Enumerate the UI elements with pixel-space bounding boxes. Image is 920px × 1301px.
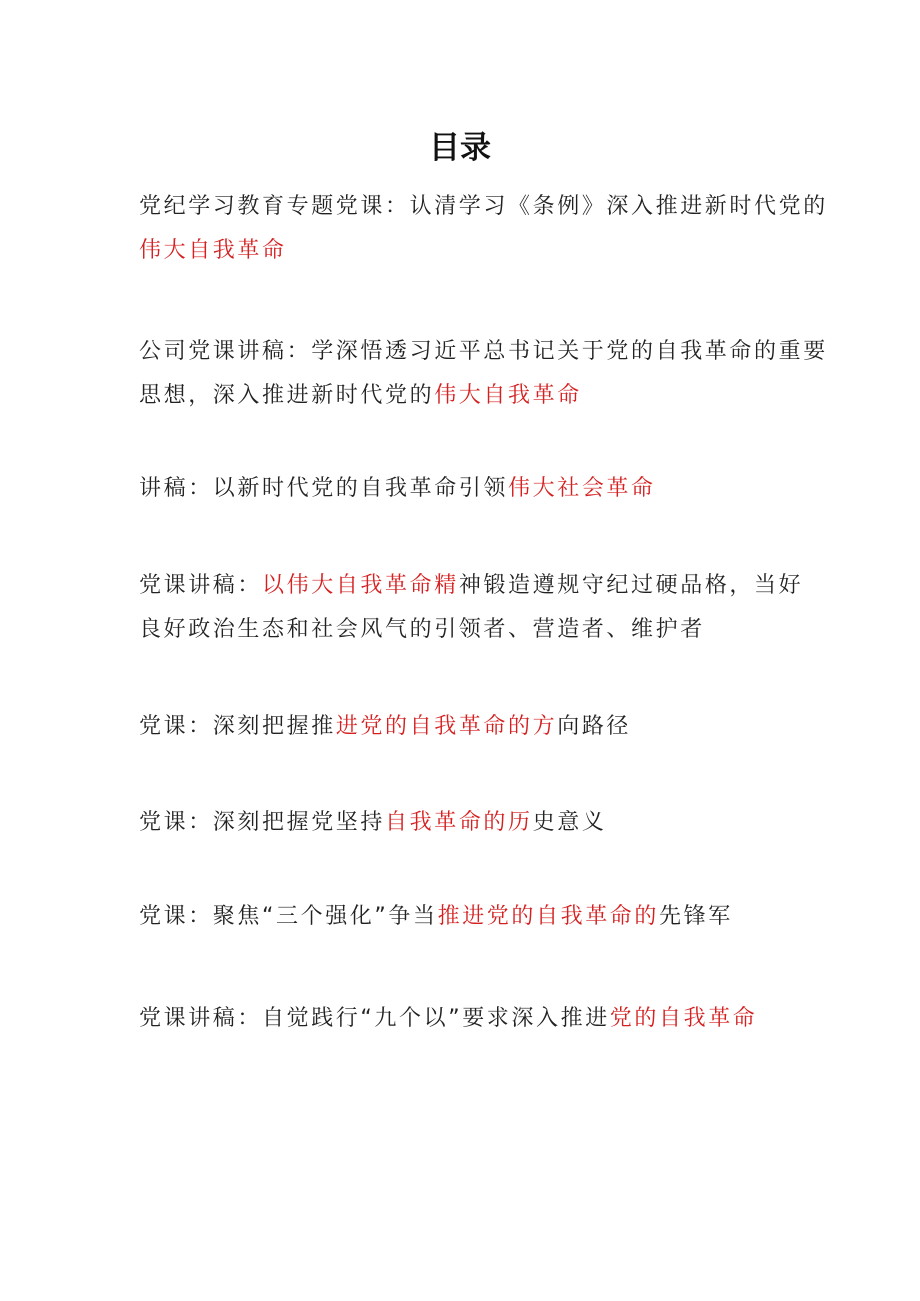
toc-entry-line <box>139 467 656 511</box>
toc-text: 党课讲稿：自觉践行“九个以”要求深入推进 <box>139 1006 610 1031</box>
toc-text: 党课：深刻把握推 <box>139 714 336 739</box>
toc-entry-7[interactable] <box>139 895 733 939</box>
toc-text: 讲稿：以新时代党的自我革命引领 <box>139 476 509 501</box>
toc-entry-line <box>139 705 631 749</box>
toc-highlight-text: 伟大社会革命 <box>508 476 656 501</box>
toc-entry-line <box>139 608 803 652</box>
toc-text: 党课：聚焦“三个强化”争当 <box>139 904 438 929</box>
toc-entry-5[interactable] <box>139 705 631 749</box>
toc-entry-line <box>139 564 803 608</box>
toc-highlight-text: 党的自我革命 <box>609 1006 758 1031</box>
toc-text: 神锻造遵规守纪过硬品格，当好 <box>458 573 804 598</box>
toc-text: 先锋军 <box>659 904 733 929</box>
toc-highlight-text: 自我革命的历 <box>385 810 533 835</box>
toc-entry-line <box>139 229 828 273</box>
toc-highlight-text: 伟大自我革命 <box>139 238 287 263</box>
toc-entry-6[interactable] <box>139 801 606 845</box>
toc-text: 公司党课讲稿：学深悟透习近平总书记关于党的自我革命的重要 <box>139 339 828 364</box>
toc-text: 向路径 <box>557 714 632 739</box>
toc-highlight-text: 伟大自我革命 <box>434 383 582 408</box>
toc-highlight-text: 进党的自我革命的方 <box>335 714 558 739</box>
toc-text: 党课：深刻把握党坚持 <box>139 810 386 835</box>
toc-entry-line <box>139 330 828 374</box>
toc-entry-line <box>139 895 733 939</box>
page-title: 目录 <box>429 130 491 166</box>
toc-entry-line <box>139 997 757 1041</box>
toc-highlight-text: 推进党的自我革命的 <box>437 904 660 929</box>
toc-entry-2[interactable] <box>139 330 828 418</box>
toc-text: 党课讲稿： <box>139 573 263 598</box>
toc-entry-line <box>139 185 828 229</box>
toc-entry-3[interactable] <box>139 467 656 511</box>
toc-entry-1[interactable] <box>139 185 828 273</box>
toc-entry-4[interactable] <box>139 564 803 652</box>
toc-text: 良好政治生态和社会风气的引领者、营造者、维护者 <box>139 617 705 642</box>
toc-text: 党纪学习教育专题党课：认清学习《条例》深入推进新时代党的 <box>139 194 828 219</box>
toc-entry-line <box>139 374 828 418</box>
toc-highlight-text: 以伟大自我革命精 <box>262 573 459 598</box>
toc-entry-8[interactable] <box>139 997 757 1041</box>
toc-entry-line <box>139 801 606 845</box>
toc-text: 思想，深入推进新时代党的 <box>139 383 435 408</box>
toc-text: 史意义 <box>532 810 607 835</box>
